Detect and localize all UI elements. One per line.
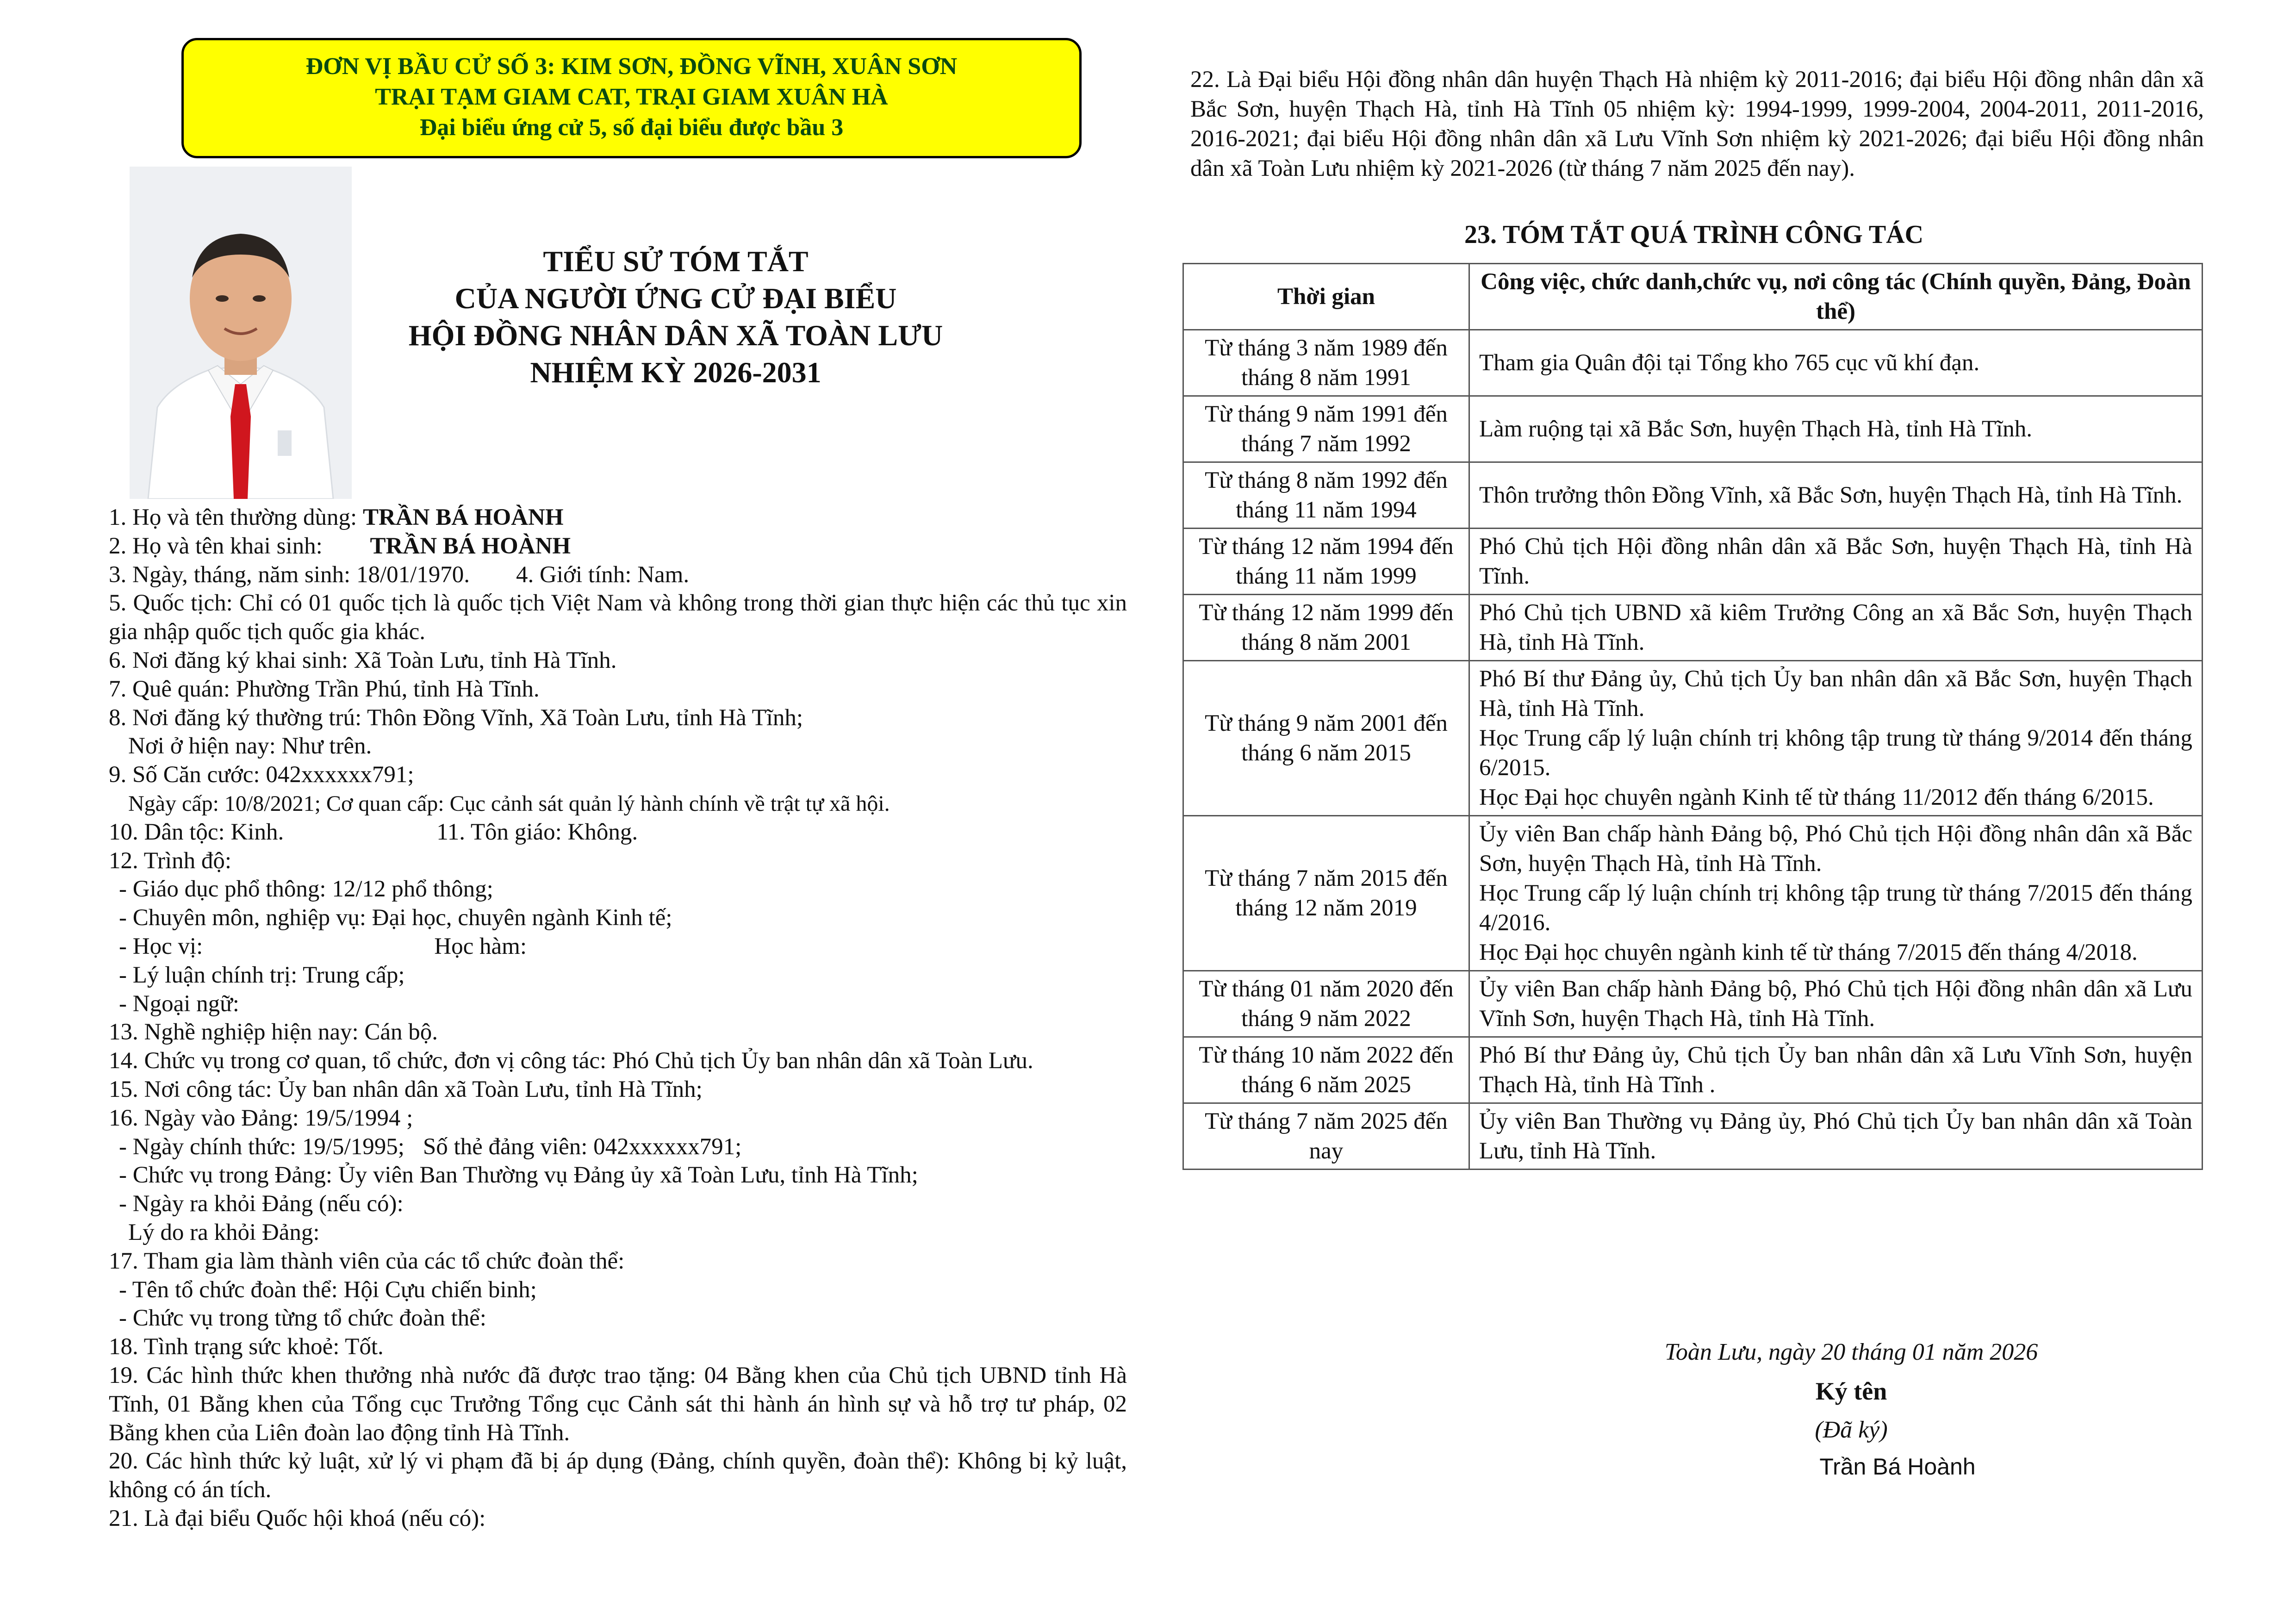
career-body [1183,330,2203,1170]
bio-item-18: 18. Tình trạng sức khoẻ: Tốt. [109,1334,384,1360]
bio-label: 1. Họ và tên thường dùng: [109,504,363,530]
bio-item-17a: - Tên tổ chức đoàn thể: Hội Cựu chiến binh; [119,1276,537,1303]
academic-title: Học hàm: [434,933,527,959]
table-row [1183,462,2203,529]
sign-label: Ký tên [1815,1377,1887,1405]
bio-item-9: 9. Số Căn cước: 042xxxxxx791; [109,762,414,788]
col-work-header: Công việc, chức danh,chức vụ, nơi công tác (Chính quyền, Đảng, Đoàn thể) [1469,264,2203,330]
career-time: Từ tháng 01 năm 2020 đến tháng 9 năm 2022 [1183,971,1469,1037]
bio-item-10-11 [109,818,1127,847]
constituency-banner [181,38,1082,158]
career-work-line: Phó Chủ tịch Hội đồng nhân dân xã Bắc Sơn, huyện Thạch Hà, tỉnh Hà Tĩnh. [1479,534,2192,589]
career-time: Từ tháng 9 năm 1991 đến tháng 7 năm 1992 [1183,396,1469,462]
career-work-line: Học Trung cấp lý luận chính trị không tập trung từ tháng 9/2014 đến tháng 6/2015. [1479,725,2192,781]
career-work [1469,462,2203,529]
signer-name: Trần Bá Hoành [1819,1454,1976,1480]
table-row [1183,1103,2203,1170]
table-row [1183,971,2203,1037]
bio-item-9b: Ngày cấp: 10/8/2021; Cơ quan cấp: Cục cảnh sát quản lý hành chính về trật tự xã hội. [128,791,890,816]
career-work-line: Phó Chủ tịch UBND xã kiêm Trưởng Công an xã Bắc Sơn, huyện Thạch Hà, tỉnh Hà Tĩnh. [1479,600,2192,655]
bio-item-13: 13. Nghề nghiệp hiện nay: Cán bộ. [109,1019,438,1045]
career-work-line: Thôn trưởng thôn Đồng Vĩnh, xã Bắc Sơn, huyện Thạch Hà, tỉnh Hà Tĩnh. [1479,482,2183,508]
career-work-line: Ủy viên Ban Thường vụ Đảng ủy, Phó Chủ tịch Ủy ban nhân dân xã Toàn Lưu, tỉnh Hà Tĩnh. [1479,1108,2192,1164]
table-row [1183,816,2203,971]
bio-item-12d: - Lý luận chính trị: Trung cấp; [119,962,405,988]
career-time: Từ tháng 12 năm 1994 đến tháng 11 năm 1999 [1183,529,1469,595]
bio-item-12c [109,933,1127,961]
bio-item-3-4 [109,561,1127,590]
bio-item-16d: Lý do ra khỏi Đảng: [128,1219,320,1245]
bio-item-17: 17. Tham gia làm thành viên của các tổ chức đoàn thể: [109,1248,625,1274]
career-header-row [1183,264,2203,330]
bio-item-16: 16. Ngày vào Đảng: 19/5/1994 ; [109,1105,413,1131]
document-title [361,243,990,391]
title-line-4: NHIỆM KỲ 2026-2031 [530,356,821,389]
career-work-line: Phó Bí thư Đảng ủy, Chủ tịch Ủy ban nhân dân xã Bắc Sơn, huyện Thạch Hà, tỉnh Hà Tĩnh. [1479,666,2192,722]
career-work-line: Phó Bí thư Đảng ủy, Chủ tịch Ủy ban nhân dân xã Lưu Vĩnh Sơn, huyện Thạch Hà, tỉnh Hà Tĩnh . [1479,1042,2192,1098]
table-row [1183,396,2203,462]
sign-date: Toàn Lưu, ngày 20 tháng 01 năm 2026 [1664,1339,2038,1365]
constituency-line-1: ĐƠN VỊ BẦU CỬ SỐ 3: KIM SƠN, ĐỒNG VĨNH, XUÂN SƠN [305,53,958,80]
table-row [1183,661,2203,816]
bio-item-7: 7. Quê quán: Phường Trần Phú, tỉnh Hà Tĩnh. [109,676,540,702]
bio-item-1 [109,504,1127,532]
career-work-line: Học Đại học chuyên ngành kinh tế từ tháng 7/2015 đến tháng 4/2018. [1479,940,2138,965]
biography-list [109,504,1127,1533]
career-time: Từ tháng 12 năm 1999 đến tháng 8 năm 2001 [1183,595,1469,661]
career-time: Từ tháng 7 năm 2025 đến nay [1183,1103,1469,1170]
bio-item-8: 8. Nơi đăng ký thường trú: Thôn Đồng Vĩnh, Xã Toàn Lưu, tỉnh Hà Tĩnh; [109,704,803,731]
birth-name: TRẦN BÁ HOÀNH [370,533,571,559]
bio-item-5: 5. Quốc tịch: Chỉ có 01 quốc tịch là quốc tịch Việt Nam và không trong thời gian thực hiện các thủ tục xin gia nhập quốc tịch quốc gia khác. [109,590,1127,645]
career-work-line: Tham gia Quân đội tại Tổng kho 765 cục vũ khí đạn. [1479,350,1980,376]
career-work-line: Ủy viên Ban chấp hành Đảng bộ, Phó Chủ tịch Hội đồng nhân dân xã Lưu Vĩnh Sơn, huyện Thạch Hà, tỉnh Hà Tĩnh. [1479,976,2192,1032]
title-line-1: TIỂU SỬ TÓM TẮT [543,245,809,278]
career-work-line: Học Trung cấp lý luận chính trị không tập trung từ tháng 7/2015 đến tháng 4/2016. [1479,880,2192,936]
career-time: Từ tháng 3 năm 1989 đến tháng 8 năm 1991 [1183,330,1469,396]
career-time: Từ tháng 7 năm 2015 đến tháng 12 năm 2019 [1183,816,1469,971]
official-date: - Ngày chính thức: 19/5/1995; [119,1133,404,1160]
title-line-3: HỘI ĐỒNG NHÂN DÂN XÃ TOÀN LƯU [408,319,943,352]
career-work [1469,595,2203,661]
career-work [1469,971,2203,1037]
table-row [1183,595,2203,661]
bio-item-8b: Nơi ở hiện nay: Như trên. [128,733,372,759]
table-row [1183,330,2203,396]
bio-item-22: 22. Là Đại biểu Hội đồng nhân dân huyện Thạch Hà nhiệm kỳ 2011-2016; đại biểu Hội đồng nhân dân xã Bắc Sơn, huyện Thạch Hà, tỉnh Hà Tĩnh 05 nhiệm kỳ: 1994-1999, 1999-2004, 2004-2011, 2011-2016, 2016-2021; đại biểu Hội đồng nhân dân xã Lưu Vĩnh Sơn nhiệm kỳ 2021-2026; đại biểu Hội đồng nhân dân xã Toàn Lưu nhiệm kỳ 2021-2026 (từ tháng 7 năm 2025 đến nay). [1190,67,2204,181]
constituency-line-2: TRẠI TẠM GIAM CAT, TRẠI GIAM XUÂN HÀ [375,84,888,110]
bio-item-16a [109,1133,1127,1162]
ethnicity: 10. Dân tộc: Kinh. [109,819,284,845]
religion: 11. Tôn giáo: Không. [436,819,638,845]
bio-item-12: 12. Trình độ: [109,847,232,874]
bio-item-12a: - Giáo dục phổ thông: 12/12 phổ thông; [119,876,493,902]
bio-item-14: 14. Chức vụ trong cơ quan, tổ chức, đơn vị công tác: Phó Chủ tịch Ủy ban nhân dân xã Toàn Lưu. [109,1048,1033,1074]
bio-item-12b: - Chuyên môn, nghiệp vụ: Đại học, chuyên ngành Kinh tế; [119,905,672,931]
career-time: Từ tháng 9 năm 2001 đến tháng 6 năm 2015 [1183,661,1469,816]
bio-item-21: 21. Là đại biểu Quốc hội khoá (nếu có): [109,1505,486,1531]
col-time-header: Thời gian [1183,264,1469,330]
career-work [1469,1103,2203,1170]
bio-item-12e: - Ngoại ngữ: [119,990,239,1017]
common-name: TRẦN BÁ HOÀNH [362,504,564,530]
career-work [1469,1037,2203,1103]
bio-item-2 [109,532,1127,561]
table-row [1183,529,2203,595]
table-row [1183,1037,2203,1103]
career-table [1182,263,2203,1170]
career-time: Từ tháng 8 năm 1992 đến tháng 11 năm 1994 [1183,462,1469,529]
bio-item-6: 6. Nơi đăng ký khai sinh: Xã Toàn Lưu, tỉnh Hà Tĩnh. [109,647,617,673]
bio-item-15: 15. Nơi công tác: Ủy ban nhân dân xã Toàn Lưu, tỉnh Hà Tĩnh; [109,1076,703,1102]
title-line-2: CỦA NGƯỜI ỨNG CỬ ĐẠI BIỂU [454,282,897,315]
candidate-portrait [130,167,352,499]
constituency-line-3: Đại biểu ứng cử 5, số đại biểu được bầu 3 [419,114,844,141]
career-heading: 23. TÓM TẮT QUÁ TRÌNH CÔNG TÁC [1464,220,1924,249]
bio-item-16b: - Chức vụ trong Đảng: Ủy viên Ban Thường vụ Đảng ủy xã Toàn Lưu, tỉnh Hà Tĩnh; [119,1162,918,1188]
career-work-line: Ủy viên Ban chấp hành Đảng bộ, Phó Chủ tịch Hội đồng nhân dân xã Bắc Sơn, huyện Thạch Hà, tỉnh Hà Tĩnh. [1479,821,2192,877]
career-work [1469,396,2203,462]
career-work [1469,529,2203,595]
bio-item-19: 19. Các hình thức khen thưởng nhà nước đã được trao tặng: 04 Bằng khen của Chủ tịch UBND tỉnh Hà Tĩnh, 01 Bằng khen của Tổng cục Trưởng Tổng cục Cảnh sát thi hành án hình sự và hỗ trợ tư pháp, 02 Bằng khen của Liên đoàn lao động tỉnh Hà Tĩnh. [109,1362,1127,1446]
bio-item-16c: - Ngày ra khỏi Đảng (nếu có): [119,1191,404,1217]
career-time: Từ tháng 10 năm 2022 đến tháng 6 năm 2025 [1183,1037,1469,1103]
bio-item-20: 20. Các hình thức kỷ luật, xử lý vi phạm đã bị áp dụng (Đảng, chính quyền, đoàn thể): Không bị kỷ luật, không có án tích. [109,1448,1127,1503]
signed-note: (Đã ký) [1815,1417,1888,1443]
career-work [1469,661,2203,816]
party-card: Số thẻ đảng viên: 042xxxxxx791; [423,1133,742,1160]
birth-date: 3. Ngày, tháng, năm sinh: 18/01/1970. [109,561,470,588]
career-work-line: Học Đại học chuyên ngành Kinh tế từ tháng 11/2012 đến tháng 6/2015. [1479,784,2154,810]
bio-label: 2. Họ và tên khai sinh: [109,533,329,559]
career-work [1469,330,2203,396]
degree: - Học vị: [119,933,203,959]
career-work-line: Làm ruộng tại xã Bắc Sơn, huyện Thạch Hà, tỉnh Hà Tĩnh. [1479,416,2032,442]
gender: 4. Giới tính: Nam. [516,561,690,588]
bio-item-17b: - Chức vụ trong từng tổ chức đoàn thể: [119,1305,486,1332]
career-work [1469,816,2203,971]
